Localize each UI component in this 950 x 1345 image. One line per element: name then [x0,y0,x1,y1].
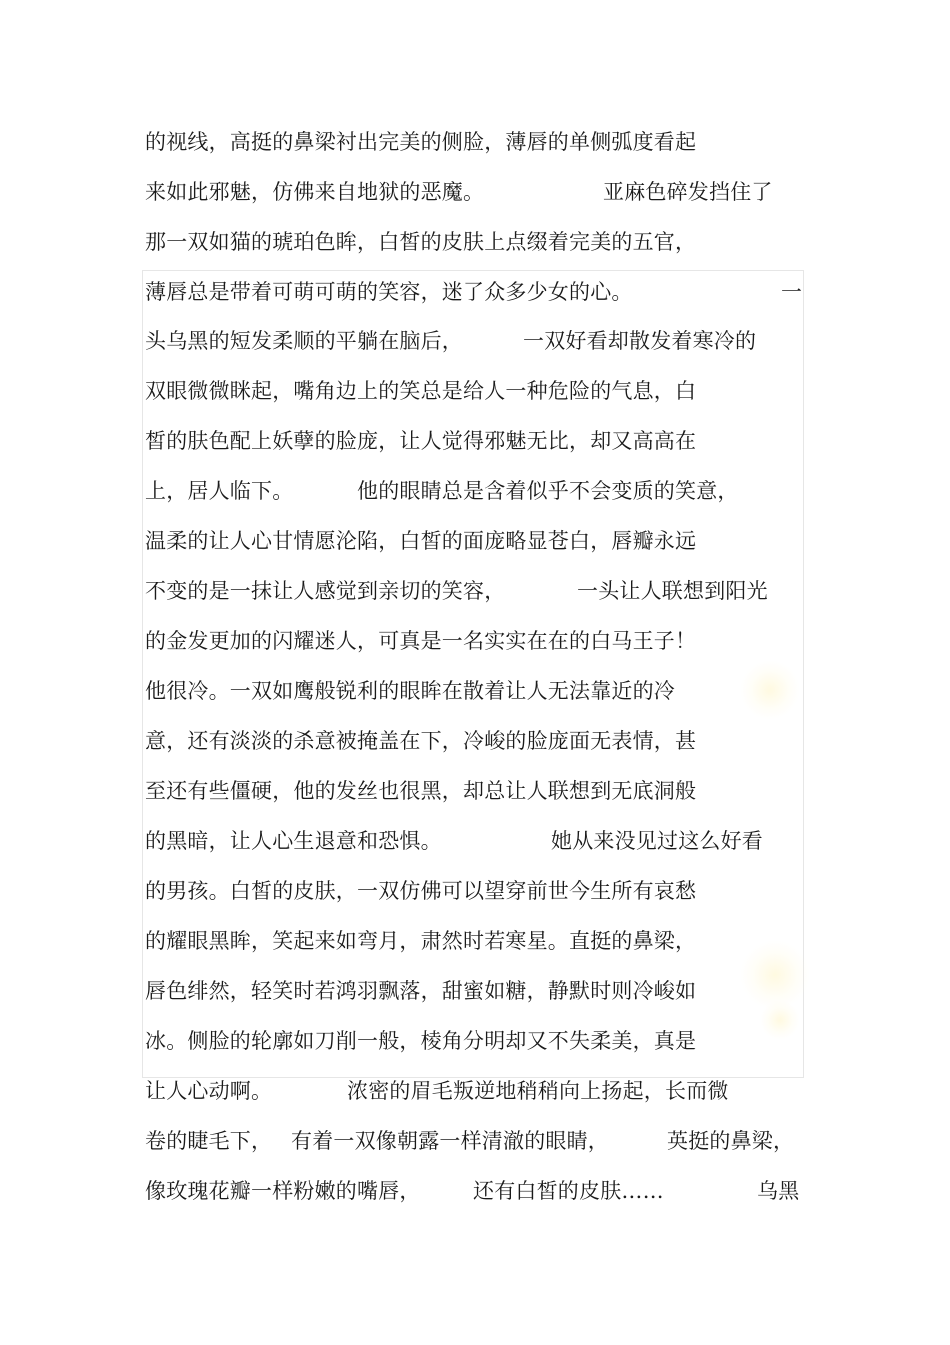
background-highlight [740,660,800,720]
text-segment: 英挺的鼻梁， [667,1129,795,1153]
text-segment: 像玫瑰花瓣一样粉嫩的嘴唇， [145,1179,421,1203]
text-segment: 意，还有淡淡的杀意被掩盖在下，冷峻的脸庞面无表情，甚 [145,729,697,753]
text-segment: 一头让人联想到阳光 [577,579,768,603]
text-segment: 那一双如猫的琥珀色眸，白皙的皮肤上点缀着完美的五官， [145,230,697,254]
text-segment: 一双好看却散发着寒冷的 [523,329,757,353]
text-segment: 浓密的眉毛叛逆地稍稍向上扬起，长而微 [347,1079,729,1103]
text-segment: 的黑暗，让人心生退意和恐惧。 [145,829,442,853]
text-segment: 唇色绯然，轻笑时若鸿羽飘落，甜蜜如糖，静默时则冷峻如 [145,979,697,1003]
text-segment: 卷的睫毛下， [145,1129,273,1153]
text-segment: 他的眼睛总是含着似乎不会变质的笑意， [357,479,739,503]
text-segment: 薄唇总是带着可萌可萌的笑容，迷了众多少女的心。 [145,280,633,304]
text-segment: 冰。侧脸的轮廓如刀削一般，棱角分明却又不失柔美，真是 [145,1029,697,1053]
text-segment: 的金发更加的闪耀迷人，可真是一名实实在在的白马王子！ [145,629,697,653]
text-segment: 一 [781,280,803,304]
text-segment: 还有白皙的皮肤…… [473,1179,664,1203]
text-segment: 的男孩。白皙的皮肤，一双仿佛可以望穿前世今生所有哀愁 [145,879,697,903]
text-segment: 她从来没见过这么好看 [551,829,763,853]
text-segment: 亚麻色碎发挡住了 [603,180,773,204]
text-segment: 皙的肤色配上妖孽的脸庞，让人觉得邪魅无比，却又高高在 [145,429,697,453]
text-segment: 的视线，高挺的鼻梁衬出完美的侧脸，薄唇的单侧弧度看起 [145,130,697,154]
text-segment: 他很冷。一双如鹰般锐利的眼眸在散着让人无法靠近的冷 [145,679,675,703]
text-segment: 来如此邪魅，仿佛来自地狱的恶魔。 [145,180,485,204]
text-segment: 有着一双像朝露一样清澈的眼睛， [291,1129,609,1153]
text-segment: 头乌黑的短发柔顺的平躺在脑后， [145,329,463,353]
background-highlight [760,1000,800,1040]
text-segment: 双眼微微眯起，嘴角边上的笑总是给人一种危险的气息，白 [145,379,697,403]
text-segment: 上，居人临下。 [145,479,294,503]
text-segment: 至还有些僵硬，他的发丝也很黑，却总让人联想到无底洞般 [145,779,697,803]
text-segment: 乌黑 [757,1179,800,1203]
text-segment: 的耀眼黑眸，笑起来如弯月，肃然时若寒星。直挺的鼻梁， [145,929,697,953]
text-segment: 温柔的让人心甘情愿沦陷，白皙的面庞略显苍白，唇瓣永远 [145,529,697,553]
text-segment: 让人心动啊。 [145,1079,273,1103]
text-segment: 不变的是一抹让人感觉到亲切的笑容， [145,579,506,603]
